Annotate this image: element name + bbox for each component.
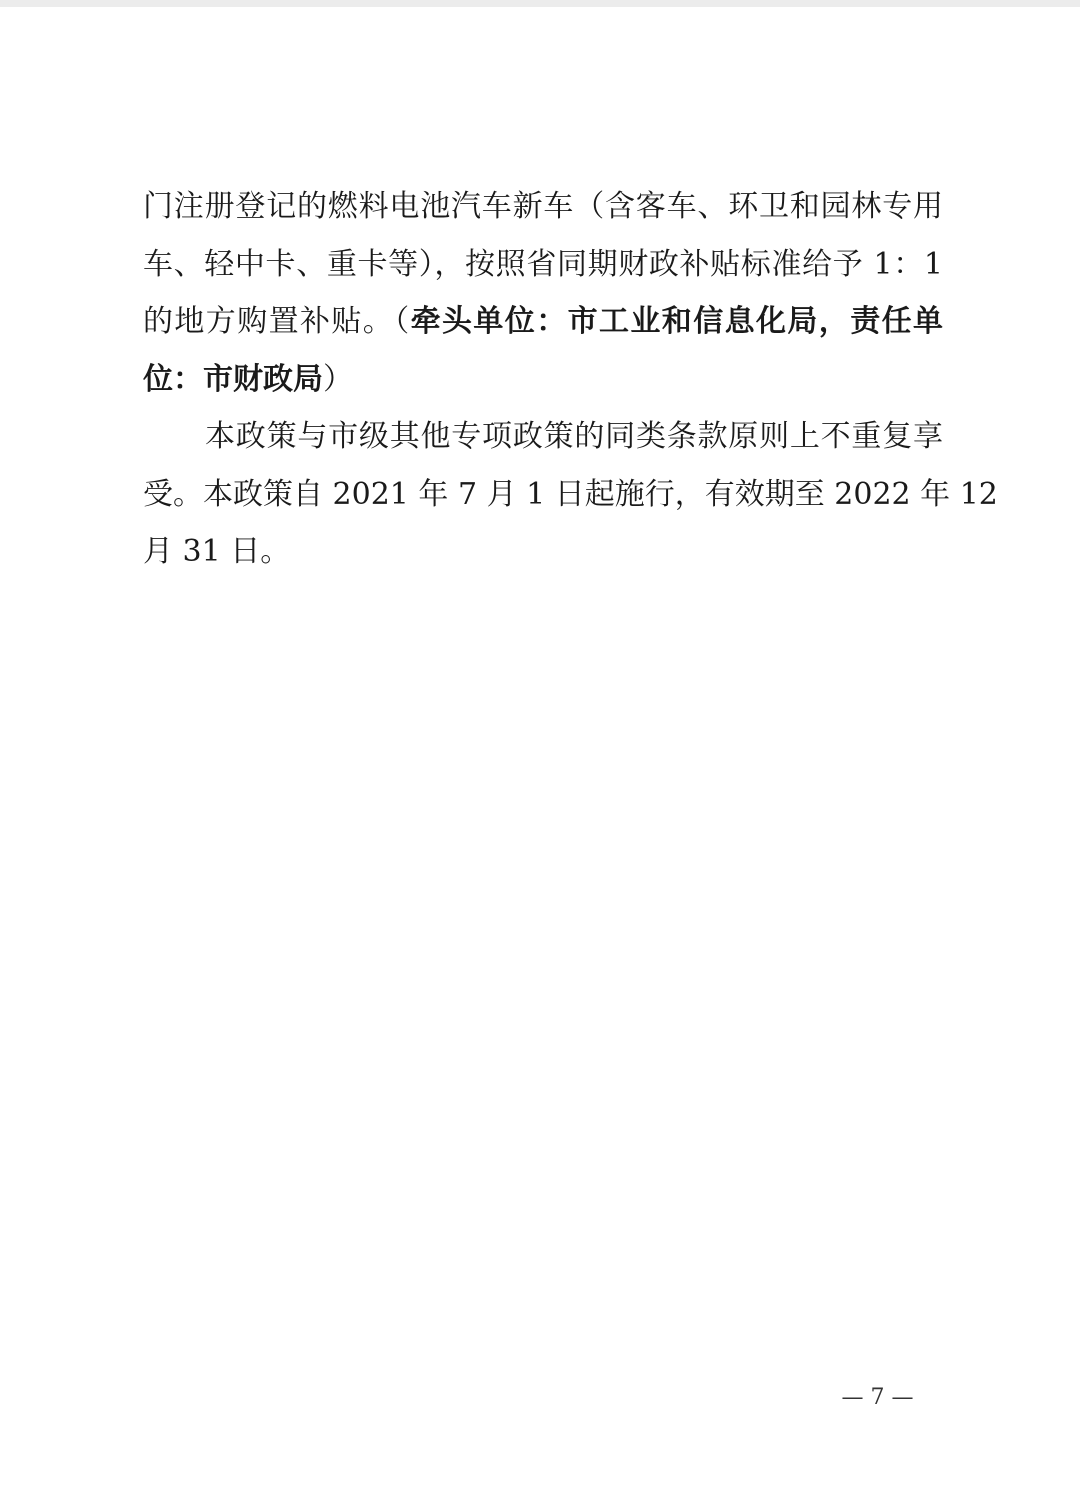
- paragraph-2-line-1: 本政策与市级其他专项政策的同类条款原则上不重复享: [205, 419, 943, 454]
- paragraph-2-line-2: 受。本政策自 2021 年 7 月 1 日起施行，有效期至 2022 年 12: [143, 476, 998, 512]
- paragraph-1-line-1: 门注册登记的燃料电池汽车新车（含客车、环卫和园林专用: [143, 189, 943, 224]
- paragraph-1-line-2: 车、轻中卡、重卡等），按照省同期财政补贴标准给予 1：1: [143, 246, 943, 282]
- page-number: — 7 —: [841, 1385, 914, 1410]
- paragraph-1-line-3-text: 的地方购置补贴。（: [143, 304, 411, 339]
- responsible-unit-text: 位：市财政局: [143, 361, 323, 397]
- document-body: [143, 178, 998, 581]
- lead-unit-text: 牵头单位：市工业和信息化局，责任单: [410, 304, 944, 339]
- paragraph-1-line-4: [143, 351, 943, 409]
- paragraph-1-line-3: [143, 293, 943, 351]
- paragraph-2-line-3: 月 31 日。: [143, 534, 291, 569]
- paragraph-1-line-4-text: ）: [323, 361, 353, 397]
- viewer-top-strip: [0, 0, 1080, 7]
